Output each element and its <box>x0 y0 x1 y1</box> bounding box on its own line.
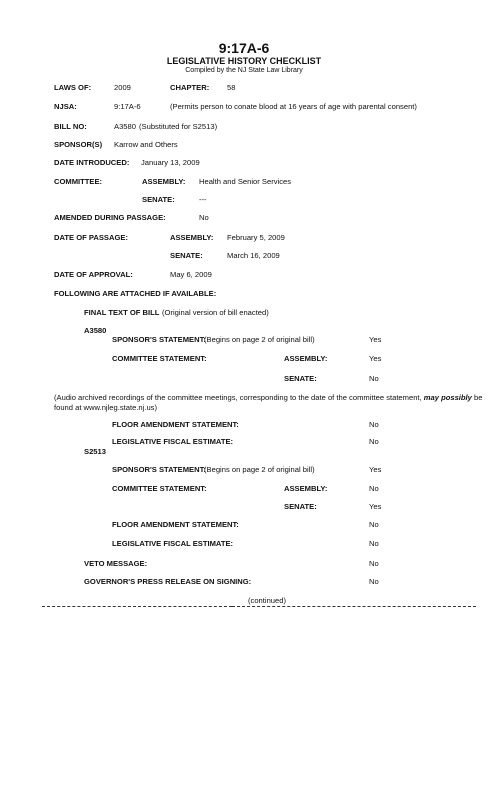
laws-of-label: LAWS OF: <box>54 83 92 92</box>
committee-label: COMMITTEE: <box>54 177 103 186</box>
a3580-sponsor-statement-label: SPONSOR'S STATEMENT: <box>112 335 206 344</box>
njsa-value: 9:17A-6 <box>114 102 141 111</box>
committee-assembly-value: Health and Senior Services <box>199 177 292 186</box>
a3580-sponsor-statement-value: Yes <box>369 335 382 344</box>
sponsors-value: Karrow and Others <box>114 140 178 149</box>
dashed-rule-right <box>232 606 476 607</box>
a3580-committee-senate-label: SENATE: <box>284 374 317 383</box>
amended-label: AMENDED DURING PASSAGE: <box>54 213 166 222</box>
continued-label: (continued) <box>248 596 286 605</box>
governor-press-release-value: No <box>369 577 379 586</box>
a3580-committee-assembly-value: Yes <box>369 354 382 363</box>
bill-no-label: BILL NO: <box>54 122 87 131</box>
s2513-sponsor-statement-value: Yes <box>369 465 382 474</box>
s2513-committee-senate-value: Yes <box>369 502 382 511</box>
date-introduced-value: January 13, 2009 <box>141 158 200 167</box>
chapter-value: 58 <box>227 83 236 92</box>
date-of-passage-label: DATE OF PASSAGE: <box>54 233 128 242</box>
s2513-floor-amendment-value: No <box>369 520 379 529</box>
s2513-sponsor-statement-note: (Begins on page 2 of original bill) <box>204 465 315 474</box>
compiled-by: Compiled by the NJ State Law Library <box>185 67 303 74</box>
chapter-label: CHAPTER: <box>170 83 210 92</box>
veto-message-value: No <box>369 559 379 568</box>
s2513-label: S2513 <box>84 447 106 456</box>
passage-assembly-label: ASSEMBLY: <box>170 233 214 242</box>
s2513-fiscal-label: LEGISLATIVE FISCAL ESTIMATE: <box>112 539 234 548</box>
veto-message-label: VETO MESSAGE: <box>84 559 148 568</box>
laws-of-value: 2009 <box>114 83 131 92</box>
a3580-label: A3580 <box>84 326 107 335</box>
passage-senate-label: SENATE: <box>170 251 203 260</box>
s2513-committee-statement-label: COMMITTEE STATEMENT: <box>112 484 207 493</box>
following-heading: FOLLOWING ARE ATTACHED IF AVAILABLE: <box>54 289 217 298</box>
a3580-committee-statement-label: COMMITTEE STATEMENT: <box>112 354 207 363</box>
date-introduced-label: DATE INTRODUCED: <box>54 158 130 167</box>
a3580-sponsor-statement-note: (Begins on page 2 of original bill) <box>204 335 315 344</box>
amended-value: No <box>199 213 209 222</box>
a3580-committee-senate-value: No <box>369 374 379 383</box>
s2513-committee-assembly-value: No <box>369 484 379 493</box>
date-of-approval-value: May 6, 2009 <box>170 270 212 279</box>
committee-senate-value: --- <box>199 195 207 204</box>
njsa-label: NJSA: <box>54 102 77 111</box>
a3580-floor-amendment-label: FLOOR AMENDMENT STATEMENT: <box>112 420 239 429</box>
sponsors-label: SPONSOR(S) <box>54 140 103 149</box>
s2513-committee-assembly-label: ASSEMBLY: <box>284 484 328 493</box>
bill-no-value: A3580 <box>114 122 136 131</box>
s2513-fiscal-value: No <box>369 539 379 548</box>
date-of-approval-label: DATE OF APPROVAL: <box>54 270 133 279</box>
a3580-fiscal-value: No <box>369 437 379 446</box>
passage-senate-value: March 16, 2009 <box>227 251 280 260</box>
njsa-description: (Permits person to conate blood at 16 years of age with parental consent) <box>170 102 417 111</box>
audio-archive-note: (Audio archived recordings of the committee meetings, corresponding to the date of the committee statement, may possibly be found at www.njleg.state.nj.us) <box>54 393 483 412</box>
bill-no-note: (Substituted for S2513) <box>139 122 218 131</box>
final-text-label: FINAL TEXT OF BILL <box>84 308 160 317</box>
a3580-committee-assembly-label: ASSEMBLY: <box>284 354 328 363</box>
s2513-committee-senate-label: SENATE: <box>284 502 317 511</box>
page-subtitle: LEGISLATIVE HISTORY CHECKLIST <box>166 56 322 66</box>
a3580-floor-amendment-value: No <box>369 420 379 429</box>
a3580-fiscal-label: LEGISLATIVE FISCAL ESTIMATE: <box>112 437 234 446</box>
s2513-floor-amendment-label: FLOOR AMENDMENT STATEMENT: <box>112 520 239 529</box>
dashed-rule-left <box>42 606 232 607</box>
governor-press-release-label: GOVERNOR'S PRESS RELEASE ON SIGNING: <box>84 577 252 586</box>
s2513-sponsor-statement-label: SPONSOR'S STATEMENT: <box>112 465 206 474</box>
page-title: 9:17A-6 <box>218 40 270 56</box>
committee-assembly-label: ASSEMBLY: <box>142 177 186 186</box>
final-text-note: (Original version of bill enacted) <box>162 308 269 317</box>
passage-assembly-value: February 5, 2009 <box>227 233 285 242</box>
committee-senate-label: SENATE: <box>142 195 175 204</box>
